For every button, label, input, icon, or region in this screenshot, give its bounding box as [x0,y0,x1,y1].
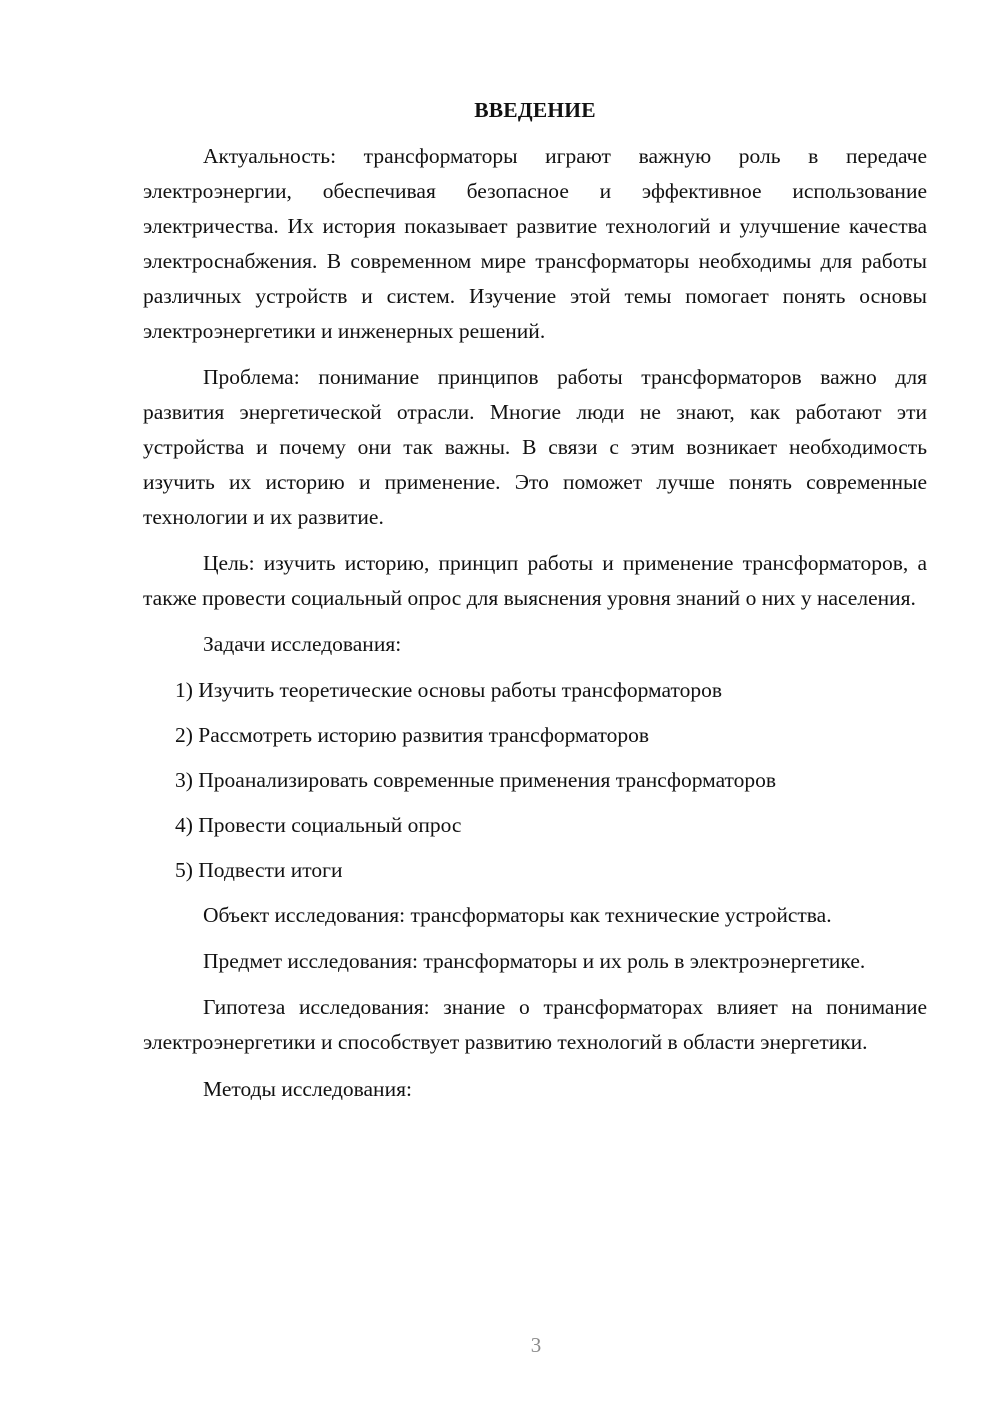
paragraph-problem: Проблема: понимание принципов работы трансформаторов важно для развития энергетической отрасли. Многие люди не знают, как работают эти устройства и почему они так важны. В связи с этим возникает необходимость изучить их историю и применение. Это поможет лучше понять современные технологии и их развитие. [143,365,927,529]
page-content [143,96,927,1107]
section-title: ВВЕДЕНИЕ [474,98,596,122]
page-number: 3 [530,1333,542,1357]
list-item: 1) Изучить теоретические основы работы трансформаторов [175,678,722,702]
paragraph-subject: Предмет исследования: трансформаторы и их роль в электроэнергетике. [203,949,866,973]
paragraph-goal: Цель: изучить историю, принцип работы и применение трансформаторов, а также провести социальный опрос для выяснения уровня знаний о них у населения. [143,551,927,610]
list-item: 2) Рассмотреть историю развития трансформаторов [175,723,650,747]
paragraph-relevance: Актуальность: трансформаторы играют важную роль в передаче электроэнергии, обеспечивая безопасное и эффективное использование электричества. Их история показывает развитие технологий и улучшение качества электроснабжения. В современном мире трансформаторы необходимы для работы различных устройств и систем. Изучение этой темы помогает понять основы электроэнергетики и инженерных решений. [143,144,927,343]
list-item: 4) Провести социальный опрос [175,813,462,837]
list-item: 5) Подвести итоги [175,858,343,882]
paragraph-methods: Методы исследования: [203,1077,412,1101]
paragraph-object: Объект исследования: трансформаторы как технические устройства. [203,903,832,927]
tasks-list [143,673,927,888]
paragraph-hypothesis: Гипотеза исследования: знание о трансформаторах влияет на понимание электроэнергетики и способствует развитию технологий в области энергетики. [143,995,927,1054]
tasks-heading: Задачи исследования: [203,632,402,656]
list-item: 3) Проанализировать современные применения трансформаторов [175,768,777,792]
